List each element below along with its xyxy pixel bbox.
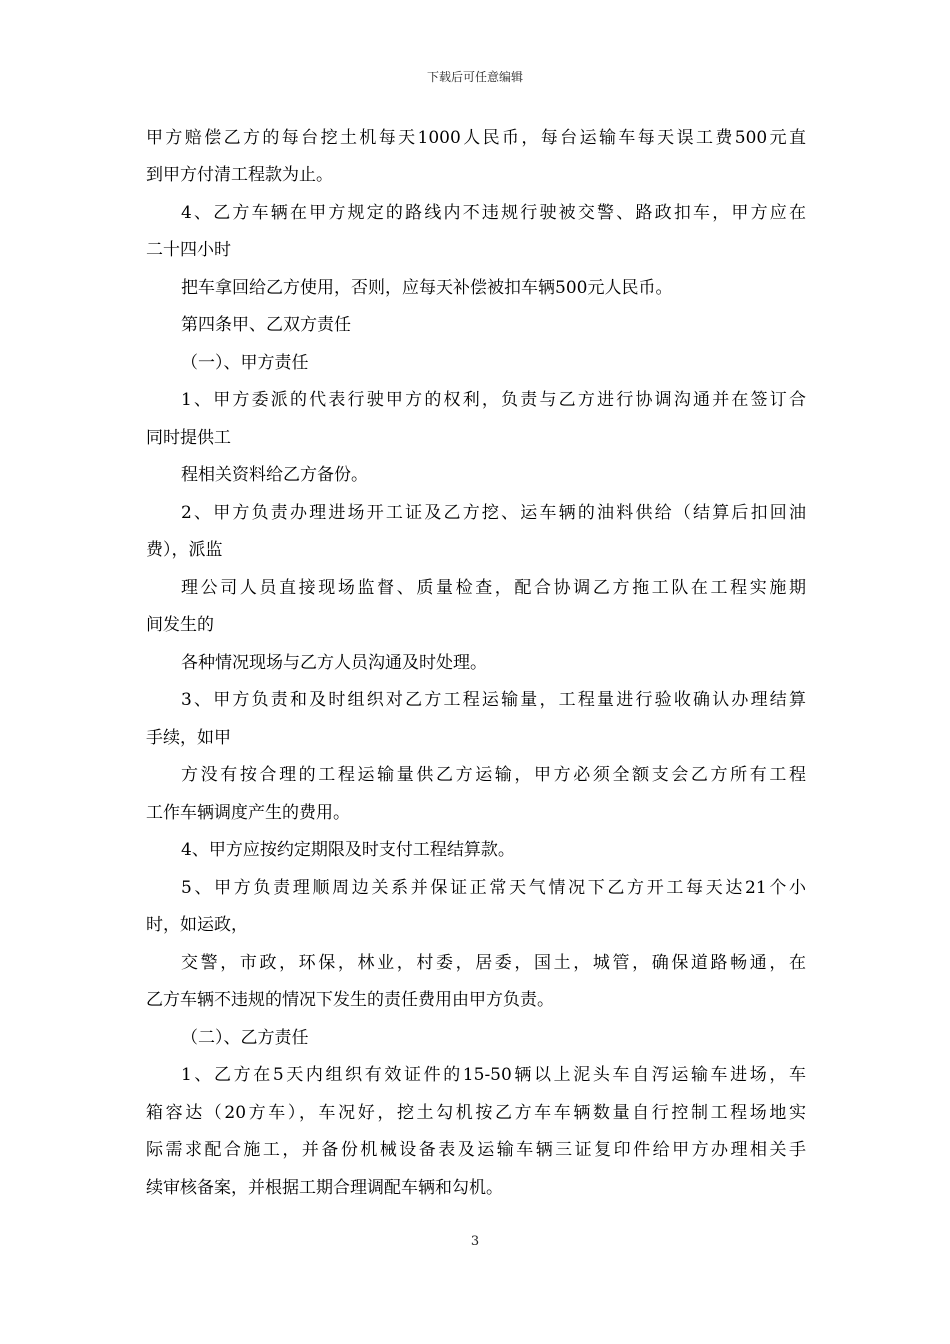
body-line: 同时提供工 <box>146 428 231 448</box>
body-line: 间发生的 <box>146 615 214 635</box>
body-line: 2、甲方负责办理进场开工证及乙方挖、运车辆的油料供给（结算后扣回油 <box>181 503 806 523</box>
body-line: 工作车辆调度产生的费用。 <box>146 803 350 823</box>
body-line: 把车拿回给乙方使用，否则，应每天补偿被扣车辆500元人民币。 <box>181 278 673 298</box>
body-line: 各种情况现场与乙方人员沟通及时处理。 <box>181 653 487 673</box>
body-line: 交警，市政，环保，林业，村委，居委，国土，城管，确保道路畅通，在 <box>181 953 806 973</box>
body-line: 到甲方付清工程款为止。 <box>146 165 333 185</box>
body-line: 1、乙方在5天内组织有效证件的15-50辆以上泥头车自泻运输车进场，车 <box>181 1065 806 1085</box>
body-line: 际需求配合施工，并备份机械设备表及运输车辆三证复印件给甲方办理相关手 <box>146 1140 806 1160</box>
body-line: 3、甲方负责和及时组织对乙方工程运输量，工程量进行验收确认办理结算 <box>181 690 806 710</box>
body-line: 方没有按合理的工程运输量供乙方运输，甲方必须全额支会乙方所有工程 <box>181 765 806 785</box>
body-line: 乙方车辆不违规的情况下发生的责任费用由甲方负责。 <box>146 990 554 1010</box>
body-line: 程相关资料给乙方备份。 <box>181 465 368 485</box>
page-header: 下载后可任意编辑 <box>426 70 523 84</box>
subsection-heading: （二）、乙方责任 <box>181 1028 309 1048</box>
body-line: 甲方赔偿乙方的每台挖土机每天1000人民币，每台运输车每天误工费500元直 <box>146 128 806 148</box>
body-line: 理公司人员直接现场监督、质量检查，配合协调乙方拖工队在工程实施期 <box>181 578 806 598</box>
body-line: 4、乙方车辆在甲方规定的路线内不违规行驶被交警、路政扣车，甲方应在 <box>181 203 806 223</box>
section-heading: 第四条甲、乙双方责任 <box>181 315 351 335</box>
page-number: 3 <box>470 1234 480 1249</box>
body-line: 时，如运政， <box>146 915 248 935</box>
body-line: 手续，如甲 <box>146 728 231 748</box>
body-line: 费），派监 <box>146 540 223 560</box>
subsection-heading: （一）、甲方责任 <box>181 353 309 373</box>
body-line: 5、甲方负责理顺周边关系并保证正常天气情况下乙方开工每天达21个小 <box>181 878 806 898</box>
body-line: 1、甲方委派的代表行驶甲方的权利，负责与乙方进行协调沟通并在签订合 <box>181 390 806 410</box>
body-line: 箱容达（20方车），车况好，挖土勾机按乙方车车辆数量自行控制工程场地实 <box>146 1103 806 1123</box>
body-line: 二十四小时 <box>146 240 231 260</box>
body-line: 4、甲方应按约定期限及时支付工程结算款。 <box>181 840 515 860</box>
body-line: 续审核备案，并根据工期合理调配车辆和勾机。 <box>146 1178 503 1198</box>
